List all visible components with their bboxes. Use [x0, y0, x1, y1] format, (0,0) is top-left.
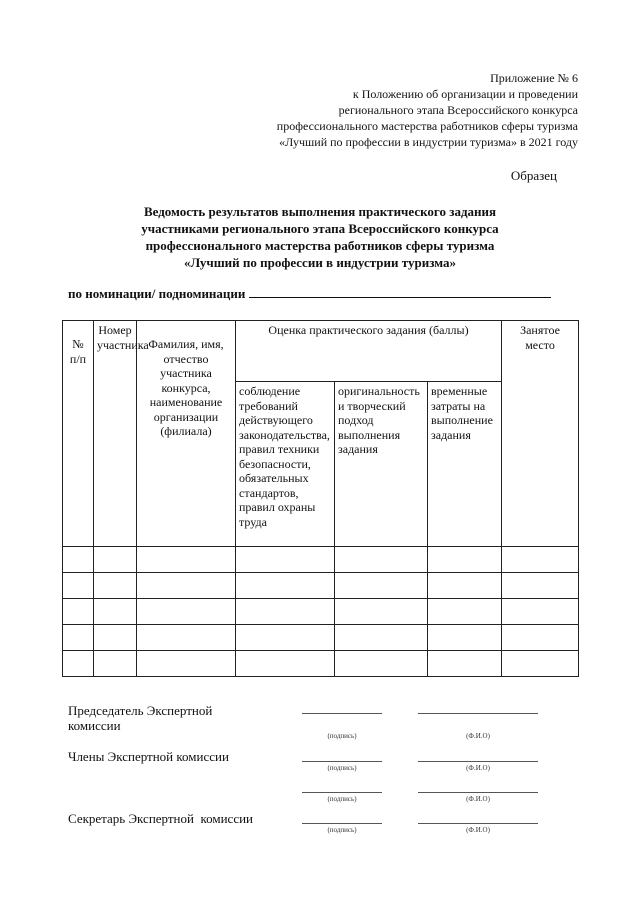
header-number: № п/п	[63, 321, 94, 547]
header-place: Занятое место	[502, 321, 579, 547]
table-cell[interactable]	[502, 599, 579, 625]
table-cell[interactable]	[94, 599, 137, 625]
table-cell[interactable]	[63, 625, 94, 651]
table-cell[interactable]	[63, 651, 94, 677]
table-cell[interactable]	[137, 651, 236, 677]
secretary-name-caption: (Ф.И.О)	[466, 826, 490, 834]
results-table	[62, 320, 579, 677]
subheader-originality: оригинальность и творческий подход выполнения задания	[335, 382, 428, 547]
subheader-time: временные затраты на выполнение задания	[428, 382, 502, 547]
nomination-label: по номинации/ подноминации	[68, 286, 246, 301]
title-line: участниками регионального этапа Всероссийского конкурса	[141, 221, 499, 236]
table-cell[interactable]	[63, 547, 94, 573]
table-cell[interactable]	[428, 625, 502, 651]
table-cell[interactable]	[502, 651, 579, 677]
table-cell[interactable]	[94, 651, 137, 677]
table-row	[63, 651, 579, 677]
title-line: профессионального мастерства работников сферы туризма	[145, 238, 495, 253]
table-cell[interactable]	[502, 625, 579, 651]
member2-signature-line[interactable]	[302, 792, 382, 793]
table-cell[interactable]	[94, 547, 137, 573]
table-cell[interactable]	[137, 599, 236, 625]
secretary-name-line[interactable]	[418, 823, 538, 824]
member2-name-line[interactable]	[418, 792, 538, 793]
table-cell[interactable]	[335, 625, 428, 651]
document-title	[0, 203, 640, 271]
table-cell[interactable]	[236, 573, 335, 599]
table-cell[interactable]	[94, 573, 137, 599]
table-cell[interactable]	[236, 547, 335, 573]
table-cell[interactable]	[428, 573, 502, 599]
nomination-line	[68, 285, 551, 302]
table-cell[interactable]	[94, 625, 137, 651]
table-cell[interactable]	[502, 573, 579, 599]
chairman-name-line[interactable]	[418, 713, 538, 714]
title-line: Ведомость результатов выполнения практического задания	[143, 204, 497, 219]
table-cell[interactable]	[236, 625, 335, 651]
table-cell[interactable]	[137, 573, 236, 599]
appendix-line: Приложение № 6	[490, 71, 578, 85]
member1-signature-caption: (подпись)	[327, 764, 357, 772]
member2-signature-caption: (подпись)	[327, 795, 357, 803]
nomination-blank-field[interactable]	[249, 285, 551, 298]
appendix-line: к Положению об организации и проведении	[352, 87, 578, 101]
appendix-line: «Лучший по профессии в индустрии туризма» в 2021 году	[279, 135, 578, 149]
table-cell[interactable]	[236, 651, 335, 677]
table-cell[interactable]	[335, 573, 428, 599]
appendix-line: профессионального мастерства работников сферы туризма	[276, 119, 578, 133]
table-row	[63, 547, 579, 573]
members-label: Члены Экспертной комиссии	[68, 749, 229, 764]
table-cell[interactable]	[428, 599, 502, 625]
member2-name-caption: (Ф.И.О)	[466, 795, 490, 803]
member1-signature-line[interactable]	[302, 761, 382, 762]
header-score-group: Оценка практического задания (баллы)	[236, 321, 502, 382]
chairman-label: Председатель Экспертной комиссии	[68, 703, 213, 733]
secretary-label: Секретарь Экспертной комиссии	[68, 811, 254, 826]
chairman-name-caption: (Ф.И.О)	[466, 732, 490, 740]
secretary-signature-line[interactable]	[302, 823, 382, 824]
chairman-signature-line[interactable]	[302, 713, 382, 714]
table-cell[interactable]	[63, 599, 94, 625]
header-participant-number: Номер участника	[94, 321, 137, 547]
header-name: Фамилия, имя, отчество участника конкурса, наименование организации (филиала)	[137, 321, 236, 547]
secretary-signature-caption: (подпись)	[327, 826, 357, 834]
table-cell[interactable]	[335, 547, 428, 573]
appendix-line: регионального этапа Всероссийского конкурса	[338, 103, 578, 117]
table-cell[interactable]	[63, 573, 94, 599]
table-header-row	[63, 321, 579, 382]
table-cell[interactable]	[137, 625, 236, 651]
table-cell[interactable]	[428, 547, 502, 573]
member1-name-line[interactable]	[418, 761, 538, 762]
member1-name-caption: (Ф.И.О)	[466, 764, 490, 772]
title-line: «Лучший по профессии в индустрии туризма»	[184, 255, 456, 270]
chairman-signature-caption: (подпись)	[327, 732, 357, 740]
subheader-requirements: соблюдение требований действующего законодательства, правил техники безопасности, обязательных стандартов, правил охраны труда	[236, 382, 335, 547]
table-cell[interactable]	[335, 599, 428, 625]
table-cell[interactable]	[335, 651, 428, 677]
table-cell[interactable]	[236, 599, 335, 625]
table-cell[interactable]	[428, 651, 502, 677]
table-row	[63, 573, 579, 599]
table-cell[interactable]	[137, 547, 236, 573]
table-cell[interactable]	[502, 547, 579, 573]
appendix-block	[277, 70, 578, 150]
table-row	[63, 625, 579, 651]
table-row	[63, 599, 579, 625]
sample-label: Образец	[510, 168, 557, 183]
